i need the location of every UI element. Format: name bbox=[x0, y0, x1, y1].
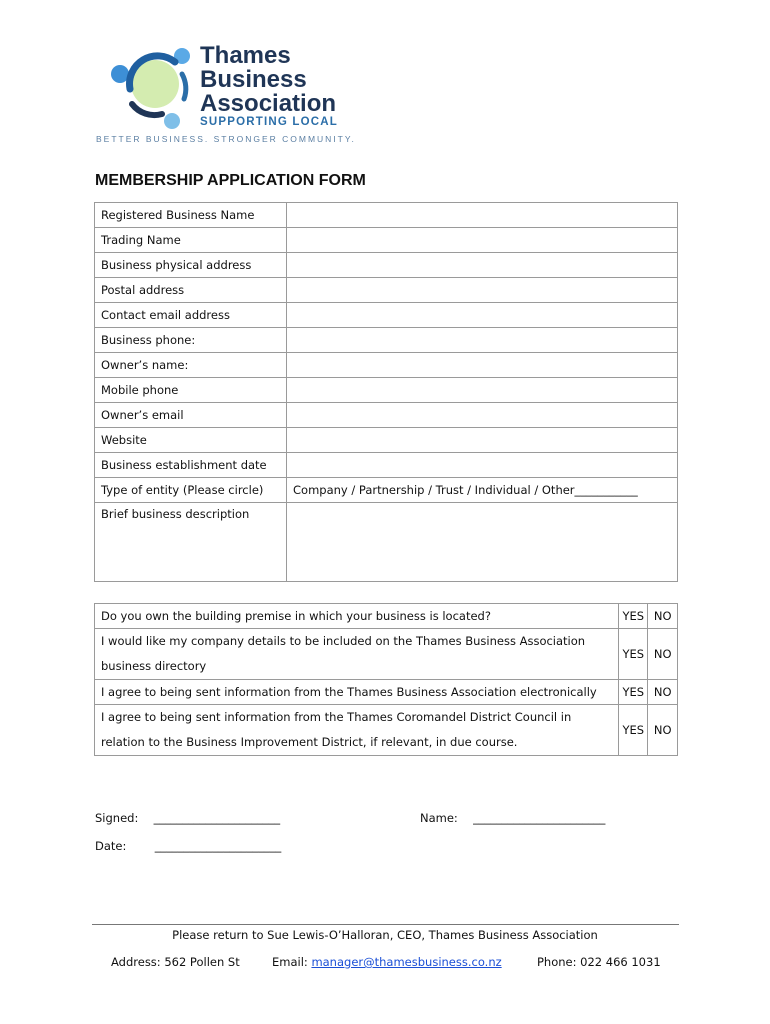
details-row bbox=[95, 203, 678, 228]
name-row bbox=[420, 811, 605, 825]
details-row bbox=[95, 428, 678, 453]
question-row bbox=[95, 629, 678, 680]
field-value-cell[interactable] bbox=[287, 403, 678, 428]
signed-line[interactable]: ______________________ bbox=[153, 811, 281, 825]
field-value-cell[interactable] bbox=[287, 303, 678, 328]
field-label: Website bbox=[95, 428, 287, 453]
consent-questions-table bbox=[94, 603, 678, 756]
footer-email bbox=[272, 955, 502, 969]
question-row bbox=[95, 604, 678, 629]
question-text: I agree to being sent information from the Thames Business Association electronically bbox=[95, 680, 619, 705]
field-value-cell[interactable] bbox=[287, 328, 678, 353]
field-value-cell[interactable] bbox=[287, 228, 678, 253]
field-value-cell[interactable] bbox=[287, 278, 678, 303]
name-label: Name: bbox=[420, 811, 458, 825]
date-row bbox=[95, 839, 281, 853]
field-label: Contact email address bbox=[95, 303, 287, 328]
date-label: Date: bbox=[95, 839, 127, 853]
details-row bbox=[95, 378, 678, 403]
field-label: Trading Name bbox=[95, 228, 287, 253]
question-text: Do you own the building premise in which your business is located? bbox=[95, 604, 619, 629]
question-text: I would like my company details to be included on the Thames Business Association business directory bbox=[95, 629, 619, 680]
field-value-cell[interactable] bbox=[287, 253, 678, 278]
yes-option[interactable]: YES bbox=[618, 629, 648, 680]
no-option[interactable]: NO bbox=[648, 604, 678, 629]
details-row bbox=[95, 253, 678, 278]
details-row bbox=[95, 328, 678, 353]
no-option[interactable]: NO bbox=[648, 629, 678, 680]
details-row bbox=[95, 353, 678, 378]
field-label: Type of entity (Please circle) bbox=[95, 478, 287, 503]
logo-name-line2: Business bbox=[200, 66, 307, 93]
logo-name-line3: Association bbox=[200, 90, 337, 117]
name-line[interactable]: _______________________ bbox=[473, 811, 606, 825]
form-title: MEMBERSHIP APPLICATION FORM bbox=[95, 172, 366, 189]
field-value-cell[interactable] bbox=[287, 353, 678, 378]
details-row bbox=[95, 453, 678, 478]
business-details-table bbox=[94, 202, 678, 582]
yes-option[interactable]: YES bbox=[618, 604, 648, 629]
footer-divider bbox=[92, 924, 679, 925]
field-label: Postal address bbox=[95, 278, 287, 303]
field-value-cell[interactable] bbox=[287, 453, 678, 478]
yes-option[interactable]: YES bbox=[618, 705, 648, 756]
yes-option[interactable]: YES bbox=[618, 680, 648, 705]
field-value-cell[interactable] bbox=[287, 378, 678, 403]
signed-row bbox=[95, 811, 280, 825]
field-value-cell[interactable] bbox=[287, 203, 678, 228]
footer-phone: Phone: 022 466 1031 bbox=[537, 955, 661, 969]
field-label: Owner’s name: bbox=[95, 353, 287, 378]
date-line[interactable]: ______________________ bbox=[154, 839, 282, 853]
logo-subtitle: SUPPORTING LOCAL bbox=[200, 116, 339, 128]
question-row bbox=[95, 705, 678, 756]
details-row bbox=[95, 403, 678, 428]
details-row bbox=[95, 478, 678, 503]
logo-tagline: BETTER BUSINESS. STRONGER COMMUNITY. bbox=[96, 134, 356, 144]
email-label: Email: bbox=[272, 955, 308, 969]
details-row bbox=[95, 503, 678, 582]
details-row bbox=[95, 278, 678, 303]
field-label: Business physical address bbox=[95, 253, 287, 278]
question-row bbox=[95, 680, 678, 705]
field-value-cell[interactable] bbox=[287, 428, 678, 453]
field-label: Mobile phone bbox=[95, 378, 287, 403]
tba-logo bbox=[96, 42, 370, 148]
footer-address: Address: 562 Pollen St bbox=[111, 955, 240, 969]
logo-name bbox=[200, 44, 336, 116]
question-text: I agree to being sent information from the Thames Coromandel District Council in relation to the Business Improvement District, if relevant, in due course. bbox=[95, 705, 619, 756]
field-label: Brief business description bbox=[95, 503, 287, 582]
signed-label: Signed: bbox=[95, 811, 139, 825]
field-label: Registered Business Name bbox=[95, 203, 287, 228]
email-link[interactable]: manager@thamesbusiness.co.nz bbox=[311, 955, 502, 969]
field-label: Business phone: bbox=[95, 328, 287, 353]
return-instruction: Please return to Sue Lewis-O’Halloran, CEO, Thames Business Association bbox=[172, 928, 598, 942]
details-row bbox=[95, 303, 678, 328]
logo-emblem-icon bbox=[100, 44, 195, 134]
no-option[interactable]: NO bbox=[648, 705, 678, 756]
no-option[interactable]: NO bbox=[648, 680, 678, 705]
field-value-cell[interactable] bbox=[287, 503, 678, 582]
field-value-cell[interactable]: Company / Partnership / Trust / Individual / Other___________ bbox=[287, 478, 678, 503]
details-row bbox=[95, 228, 678, 253]
field-label: Owner’s email bbox=[95, 403, 287, 428]
logo-name-line1: Thames bbox=[200, 42, 291, 69]
field-label: Business establishment date bbox=[95, 453, 287, 478]
